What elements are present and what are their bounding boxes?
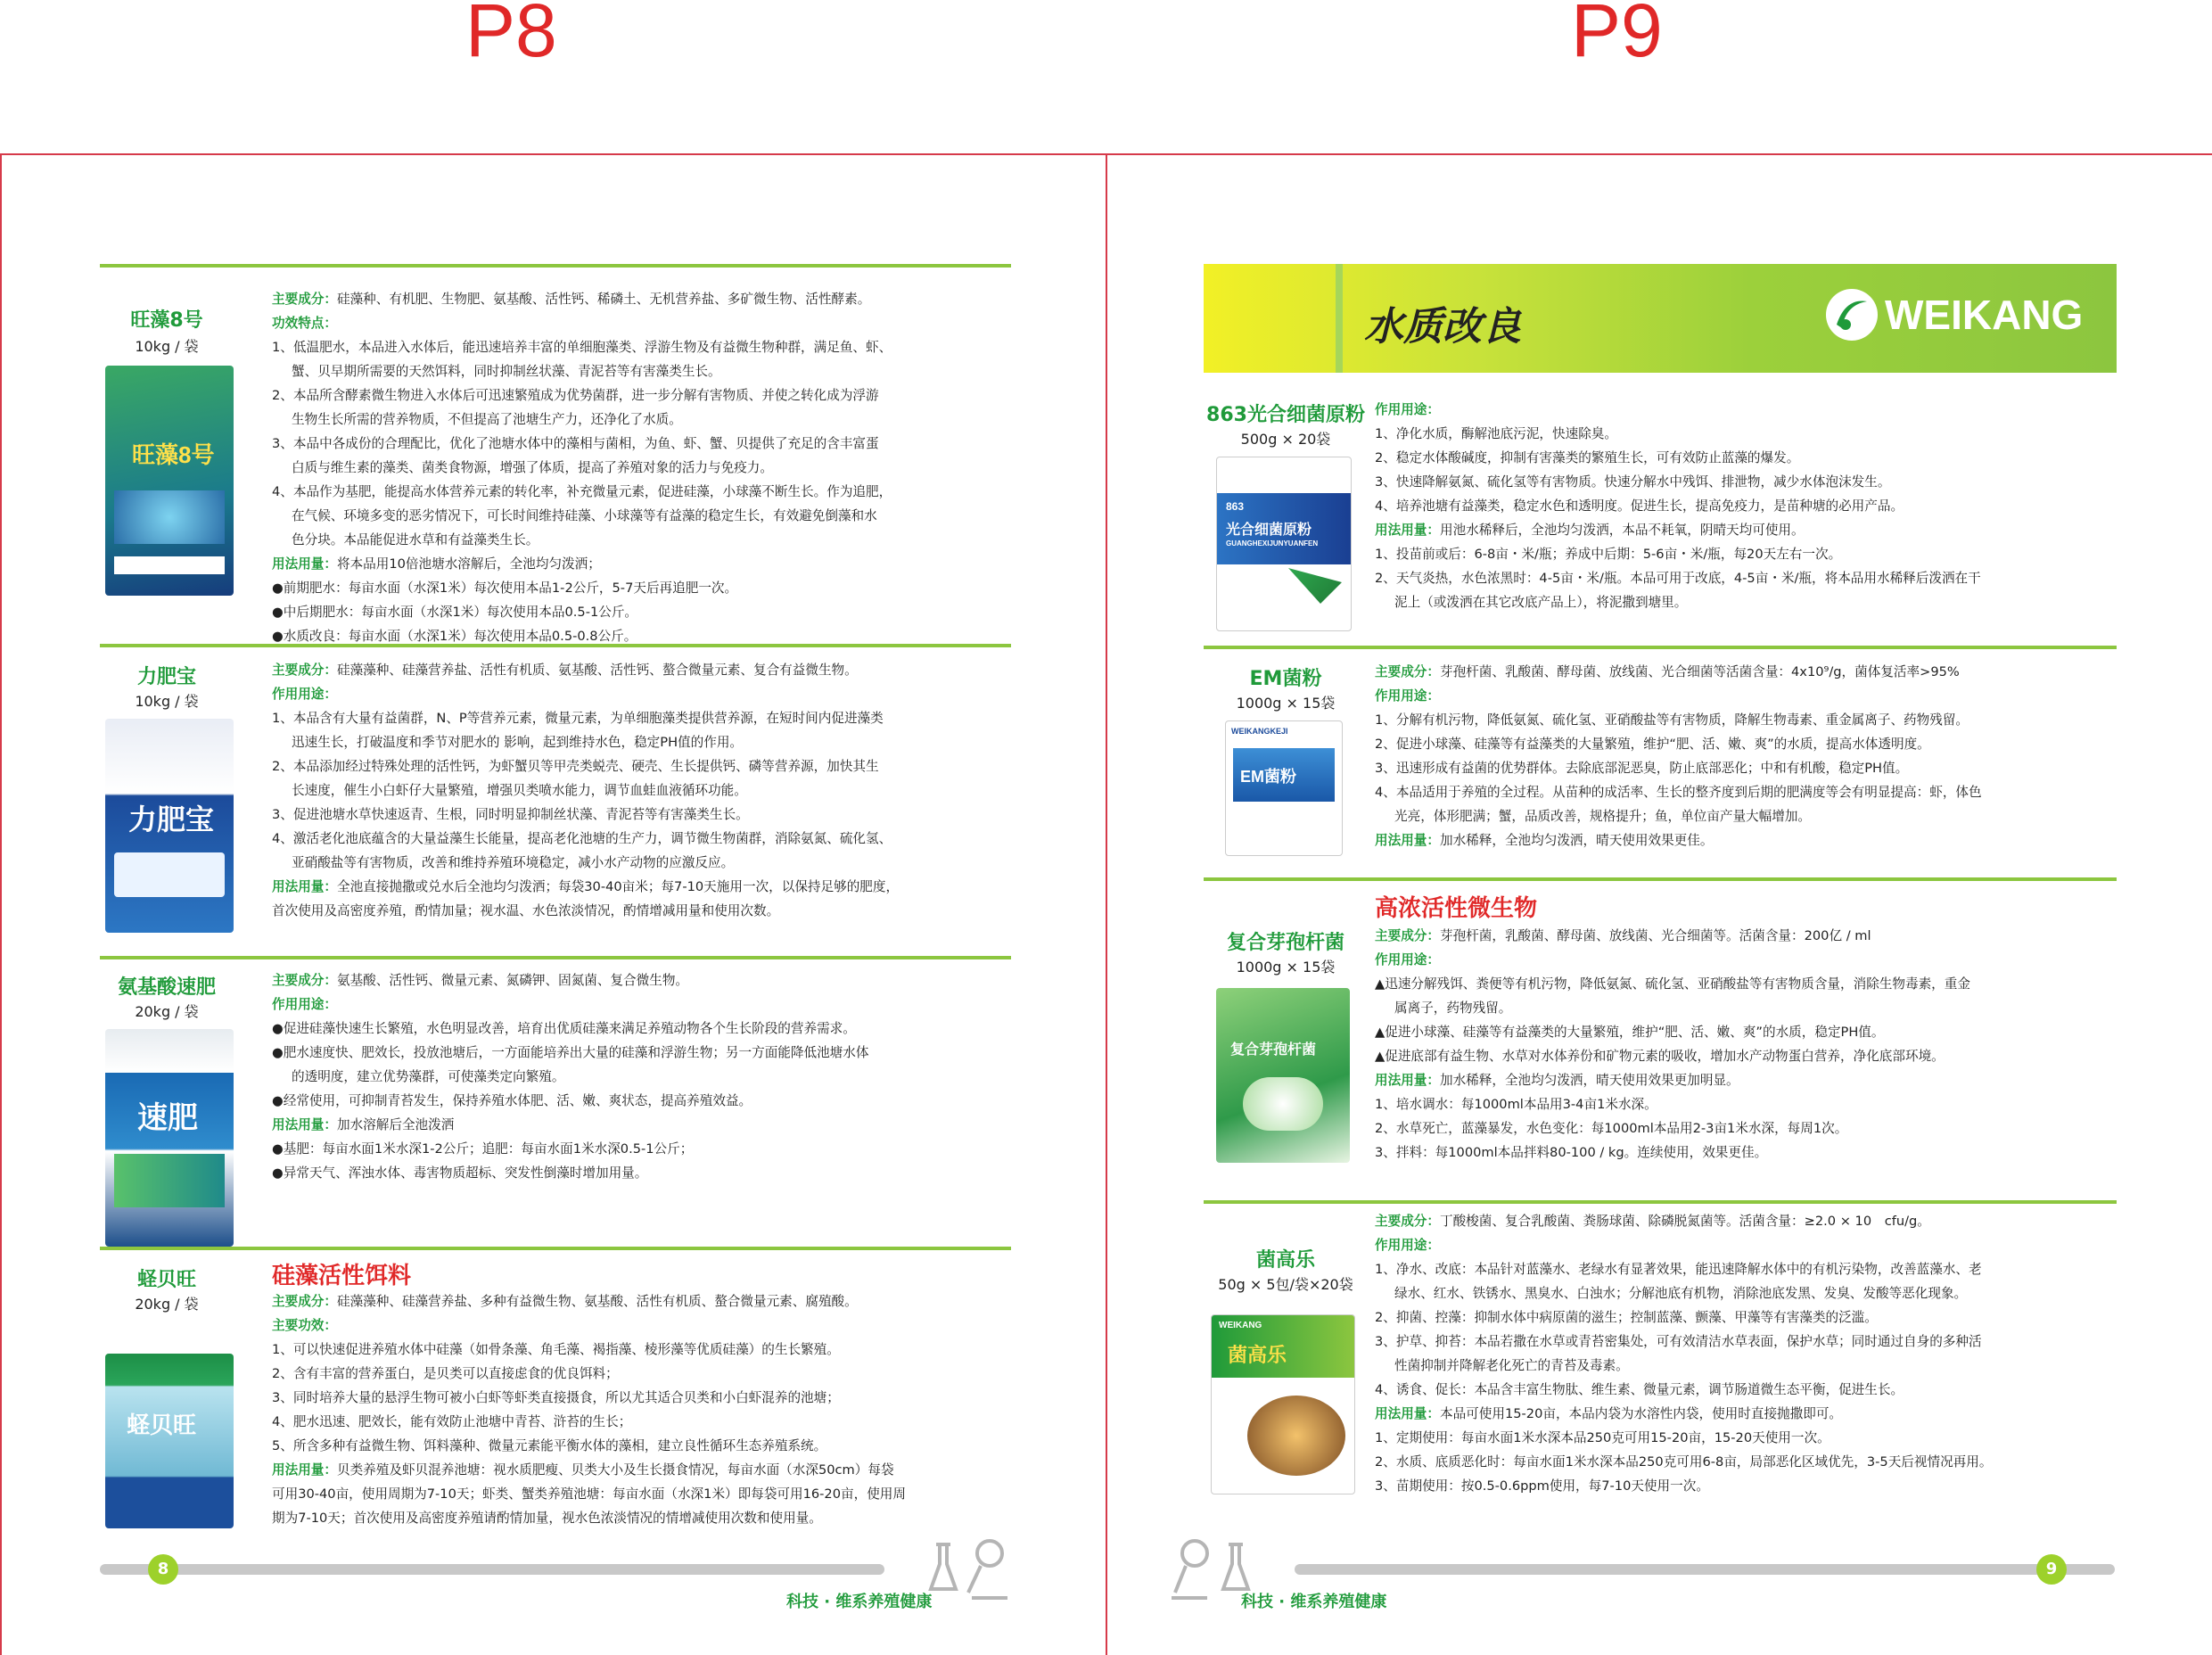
description-line [1375, 470, 2124, 494]
description-line [272, 827, 1012, 851]
description-text: 硅藻种、有机肥、生物肥、氨基酸、活性钙、稀磷土、无机营养盐、多矿微生物、活性酵素。 [336, 292, 871, 307]
description-text: ●中后期肥水：每亩水面（水深1米）每次使用本品0.5-1公斤。 [272, 605, 638, 620]
description-text: 4、本品作为基肥，能提高水体营养元素的转化率，补充微量元素，促进硅藻，小球藻不断生长。作为追肥， [272, 484, 892, 499]
description-text: 2、含有丰富的营养蛋白，是贝类可以直接虑食的优良饵料； [272, 1366, 619, 1381]
description-text: 3、同时培养大量的悬浮生物可被小白虾等虾类直接摄食，所以尤其适合贝类和小白虾混养的池塘； [272, 1390, 840, 1405]
section-rule [100, 644, 1011, 647]
product-package-image: WEIKANGKEJI EM菌粉 [1225, 720, 1343, 856]
section-rule [1204, 1200, 2117, 1204]
description-line [272, 1410, 1012, 1434]
description-line [272, 658, 1012, 682]
description-text: 丁酸梭菌、复合乳酸菌、粪肠球菌、除磷脱氮菌等。活菌含量：≥2.0 × 10 cfu/g。 [1439, 1214, 1930, 1229]
description-line [272, 730, 1012, 754]
description-heading: 用法用量： [1375, 1073, 1440, 1088]
description-line [1375, 1354, 2124, 1378]
product-name-chengbeiwang: 蛏贝旺 [136, 1269, 196, 1291]
description-text: 光亮，体形肥满；蟹，品质改善，规格提升；鱼，单位亩产量大幅增加。 [1394, 809, 1812, 824]
description-text: 2、水质、底质恶化时：每亩水面1米水深本品250克可用6-8亩，局部恶化区域优先，3-5天后视情况再用。 [1375, 1454, 1993, 1470]
description-text: 4、诱食、促长：本品含丰富生物肽、维生素、微量元素，调节肠道微生态平衡，促进生长。 [1375, 1382, 1904, 1397]
footer-slogan: 科技 · 维系养殖健康 [1241, 1593, 1387, 1611]
product-subtitle: 高浓活性微生物 [1375, 895, 1538, 922]
description-text: 迅速生长，打破温度和季节对肥水的 影响，起到维持水色，稳定PH值的作用。 [292, 735, 744, 750]
description-line [1375, 1140, 2124, 1165]
description-line [272, 1313, 1012, 1338]
description-text: ▲迅速分解残饵、粪便等有机污物，降低氨氮、硫化氢、亚硝酸盐等有害物质含量，消除生物毒素，重金 [1375, 976, 1970, 992]
description-line [1375, 1426, 2124, 1450]
description-text: 4、肥水迅速、肥效长，能有效防止池塘中青苔、浒苔的生长； [272, 1414, 632, 1429]
product-name-jungaole: 菌高乐 [1255, 1249, 1315, 1272]
description-line [272, 968, 1012, 992]
description-line [272, 875, 1012, 899]
description-text: 属离子，药物残留。 [1394, 1000, 1512, 1016]
description-line [1375, 924, 2124, 948]
footer-rule [100, 1564, 884, 1575]
product-spec: 20kg / 袋 [135, 1003, 199, 1020]
header-banner [1204, 264, 2117, 373]
description-text: ●水质改良：每亩水面（水深1米）每次使用本品0.5-0.8公斤。 [272, 629, 637, 644]
product-description [272, 287, 1012, 648]
description-line [1375, 1068, 2124, 1092]
description-line [1375, 1305, 2124, 1330]
product-description [272, 1289, 1012, 1530]
description-line [1375, 1116, 2124, 1140]
description-line [272, 552, 1012, 576]
description-line [1375, 756, 2124, 780]
description-text: 2、稳定水体酸碱度，抑制有害藻类的繁殖生长，可有效防止蓝藻的爆发。 [1375, 450, 1800, 465]
description-line [1375, 780, 2124, 804]
description-line [272, 1482, 1012, 1506]
description-line [272, 383, 1012, 408]
description-text: 全池直接抛撒或兑水后全池均匀泼洒；每袋30-40亩米；每7-10天施用一次，以保持足够的肥度， [336, 879, 900, 894]
page-number: 8 [148, 1554, 178, 1585]
description-text: 1、培水调水：每1000ml本品用3-4亩1米水深。 [1375, 1097, 1657, 1112]
description-line [272, 1065, 1012, 1089]
description-line [272, 600, 1012, 624]
description-text: 3、护草、抑苔：本品若撒在水草或青苔密集处，可有效清洁水草表面，保护水草；同时通过自身的多种活 [1375, 1334, 1982, 1349]
description-heading: 主要功效： [272, 1318, 337, 1333]
description-line [1375, 1450, 2124, 1474]
description-heading: 作用用途： [1375, 952, 1440, 967]
description-heading: 主要成分： [1375, 1214, 1440, 1229]
description-line [272, 1289, 1012, 1313]
description-text: 1、分解有机污物，降低氨氮、硫化氢、亚硝酸盐等有害物质，降解生物毒素、重金属离子、药物残留。 [1375, 712, 1969, 728]
description-line [272, 1137, 1012, 1161]
description-text: ▲促进小球藻、硅藻等有益藻类的大量繁殖，维护“肥、活、嫩、爽”的水质，稳定PH值。 [1375, 1025, 1885, 1040]
product-description [1375, 660, 2124, 852]
description-line [272, 504, 1012, 528]
description-line [1375, 684, 2124, 708]
description-text: 1、本品含有大量有益菌群，N、P等营养元素，微量元素，为单细胞藻类提供营养源，在短时间内促进藻类 [272, 711, 884, 726]
description-line [272, 899, 1012, 923]
description-line [272, 1017, 1012, 1041]
description-heading: 用法用量： [1375, 833, 1440, 848]
description-text: ●肥水速度快、肥效长，投放池塘后，一方面能培养出大量的硅藻和浮游生物；另一方面能降低池塘水体 [272, 1045, 869, 1060]
description-text: 2、本品添加经过特殊处理的活性钙，为虾蟹贝等甲壳类蜕壳、硬壳、生长提供钙、磷等营养源，加快其生 [272, 759, 879, 774]
description-heading: 主要成分： [272, 973, 337, 988]
description-line [272, 408, 1012, 432]
description-line [272, 1113, 1012, 1137]
description-line [1375, 828, 2124, 852]
description-line [1375, 446, 2124, 470]
description-text: 可用30-40亩，使用周期为7-10天；虾类、蟹类养殖池塘：每亩水面（水深1米）即每袋可用16-20亩，使用周 [272, 1486, 906, 1502]
description-text: 3、苗期使用：按0.5-0.6ppm使用，每7-10天使用一次。 [1375, 1478, 1709, 1494]
description-text: 1、定期使用：每亩水面1米水深本品250克可用15-20亩，15-20天使用一次。 [1375, 1430, 1830, 1445]
description-line [272, 335, 1012, 359]
description-text: ●前期肥水：每亩水面（水深1米）每次使用本品1-2公斤，5-7天后再追肥一次。 [272, 580, 738, 596]
description-text: 本品可使用15-20亩，本品内袋为水溶性内袋，使用时直接抛撒即可。 [1439, 1406, 1843, 1421]
section-rule [100, 956, 1011, 959]
description-line [272, 359, 1012, 383]
description-line [272, 287, 1012, 311]
product-name-fuhe-yabao: 复合芽孢杆菌 [1226, 932, 1344, 954]
description-line [272, 803, 1012, 827]
page-label-right: P9 [1571, 0, 1663, 72]
product-spec: 10kg / 袋 [135, 338, 199, 355]
description-line [272, 1161, 1012, 1185]
description-line [1375, 1092, 2124, 1116]
product-description [1375, 924, 2124, 1165]
description-line [272, 1434, 1012, 1458]
product-package-image: 旺藻8号 [105, 366, 234, 596]
description-line [1375, 518, 2124, 542]
description-line [1375, 1233, 2124, 1257]
description-line [1375, 422, 2124, 446]
description-heading: 作用用途： [1375, 1238, 1440, 1253]
description-text: 4、激活老化池底蕴含的大量益藻生长能量，提高老化池塘的生产力，调节微生物菌群，消除氨氮、硫化氢、 [272, 831, 892, 846]
product-spec: 50g × 5包/袋×20袋 [1218, 1276, 1353, 1293]
section-rule [100, 1247, 1011, 1250]
product-spec: 500g × 20袋 [1240, 431, 1331, 448]
description-text: 硅藻藻种、硅藻营养盐、多种有益微生物、氨基酸、活性有机质、螯合微量元素、腐殖酸。 [336, 1294, 858, 1309]
product-spec: 1000g × 15袋 [1236, 959, 1336, 976]
description-line [1375, 590, 2124, 614]
description-text: 3、拌料：每1000ml本品拌料80-100 / kg。连续使用，效果更佳。 [1375, 1145, 1768, 1160]
product-package-image: WEIKANG 菌高乐 [1211, 1314, 1355, 1494]
description-text: 1、低温肥水，本品进入水体后，能迅速培养丰富的单细胞藻类、浮游生物及有益微生物种群，满足鱼、虾、 [272, 340, 892, 355]
description-text: ●基肥：每亩水面1米水深1-2公斤；追肥：每亩水面1米水深0.5-1公斤； [272, 1141, 694, 1157]
product-name-em: EM菌粉 [1249, 668, 1322, 690]
description-text: ●促进硅藻快速生长繁殖，水色明显改善，培育出优质硅藻来满足养殖动物各个生长阶段的营养需求。 [272, 1021, 856, 1036]
description-text: 蟹、贝早期所需要的天然饵料，同时抑制丝状藻、青泥苔等有害藻类生长。 [292, 364, 721, 379]
description-line [272, 682, 1012, 706]
description-line [272, 1362, 1012, 1386]
product-description [1375, 398, 2124, 614]
description-text: 芽孢杆菌，乳酸菌、酵母菌、放线菌、光合细菌等。活菌含量：200亿 / ml [1439, 928, 1871, 943]
product-package-image: 力肥宝 [105, 719, 234, 933]
description-line [1375, 1474, 2124, 1498]
description-heading: 作用用途： [272, 997, 337, 1012]
description-text: 的透明度，建立优势藻群，可使藻类定向繁殖。 [292, 1069, 565, 1084]
description-text: 5、所含多种有益微生物、饵料藻种、微量元素能平衡水体的藻相，建立良性循环生态养殖系统。 [272, 1438, 827, 1453]
description-text: 1、可以快速促进养殖水体中硅藻（如骨条藻、角毛藻、褐指藻、棱形藻等优质硅藻）的生长繁殖。 [272, 1342, 840, 1357]
description-text: 加水稀释，全池均匀泼洒，晴天使用效果更加明显。 [1439, 1073, 1739, 1088]
header-title: 水质改良 [1364, 304, 1521, 350]
description-line [1375, 1020, 2124, 1044]
lab-equipment-icon [927, 1527, 1016, 1607]
description-text: 泥上（或泼洒在其它改底产品上），将泥撒到塘里。 [1394, 595, 1688, 610]
description-line [1375, 948, 2124, 972]
description-text: 亚硝酸盐等有害物质，改善和维持养殖环境稳定，减小水产动物的应激反应。 [292, 855, 735, 870]
description-text: 氨基酸、活性钙、微量元素、氮磷钾、固氮菌、复合微生物。 [336, 973, 689, 988]
description-line [272, 706, 1012, 730]
description-line [272, 576, 1012, 600]
description-text: 芽孢杆菌、乳酸菌、酵母菌、放线菌、光合细菌等活菌含量：4x10⁹/g，菌体复活率>95% [1439, 664, 1960, 679]
description-text: 3、本品中各成份的合理配比，优化了池塘水体中的藻相与菌相，为鱼、虾、蟹、贝提供了充足的含丰富蛋 [272, 436, 879, 451]
product-name-lifeibao: 力肥宝 [136, 666, 196, 688]
description-text: 1、净水、改底：本品针对蓝藻水、老绿水有显著效果，能迅速降解水体中的有机污染物，改善蓝藻水、老 [1375, 1262, 1982, 1277]
description-line [272, 432, 1012, 456]
description-line [1375, 1402, 2124, 1426]
description-line [272, 1458, 1012, 1482]
product-name-863: 863光合细菌原粉 [1206, 404, 1365, 426]
description-line [1375, 398, 2124, 422]
description-text: 3、迅速形成有益菌的优势群体。去除底部泥恶臭，防止底部恶化；中和有机酸，稳定PH值。 [1375, 761, 1909, 776]
description-heading: 用法用量： [272, 1462, 337, 1478]
section-rule [1204, 877, 2117, 881]
product-name-anjisuan-sufei: 氨基酸速肥 [117, 976, 216, 999]
description-line [272, 311, 1012, 335]
description-text: 3、快速降解氨氮、硫化氢等有害物质。快速分解水中残饵、排泄物，减少水体泡沫发生。 [1375, 474, 1891, 490]
description-text: 硅藻藻种、硅藻营养盐、活性有机质、氨基酸、活性钙、螯合微量元素、复合有益微生物。 [336, 663, 858, 678]
description-line [1375, 804, 2124, 828]
description-line [272, 992, 1012, 1017]
description-heading: 用法用量： [272, 1117, 337, 1132]
description-line [1375, 996, 2124, 1020]
description-line [272, 528, 1012, 552]
description-text: 性菌抑制并降解老化死亡的青苔及毒素。 [1394, 1358, 1629, 1373]
product-package-image: 863 光合细菌原粉 GUANGHEXIJUNYUANFEN [1216, 457, 1352, 631]
product-subtitle: 硅藻活性饵料 [272, 1263, 412, 1289]
footer-slogan: 科技 · 维系养殖健康 [786, 1593, 933, 1611]
description-line [1375, 1044, 2124, 1068]
description-line [1375, 972, 2124, 996]
description-heading: 主要成分： [1375, 664, 1440, 679]
description-heading: 功效特点： [272, 316, 337, 331]
description-text: 绿水、红水、铁锈水、黑臭水、白浊水；分解池底有机物，消除池底发黑、发臭、发酸等恶化现象。 [1394, 1286, 1968, 1301]
description-heading: 主要成分： [272, 292, 337, 307]
brand-logo-icon [1826, 289, 1878, 341]
description-text: 色分块。本品能促进水草和有益藻类生长。 [292, 532, 539, 548]
description-text: ●异常天气、浑浊水体、毒害物质超标、突发性倒藻时增加用量。 [272, 1165, 648, 1181]
description-line [272, 754, 1012, 778]
description-heading: 主要成分： [272, 1294, 337, 1309]
product-package-image: 复合芽孢杆菌 [1216, 988, 1350, 1163]
section-rule [1204, 646, 2117, 649]
product-spec: 1000g × 15袋 [1236, 695, 1336, 712]
description-heading: 作用用途： [1375, 688, 1440, 704]
description-text: ▲促进底部有益生物、水草对水体养份和矿物元素的吸收，增加水产动物蛋白营养，净化底部环境。 [1375, 1049, 1945, 1064]
description-text: 贝类养殖及虾贝混养池塘：视水质肥瘦、贝类大小及生长摄食情况，每亩水面（水深50cm）每袋 [336, 1462, 894, 1478]
page-label-left: P8 [465, 0, 557, 72]
description-line [1375, 542, 2124, 566]
description-text: 加水溶解后全池泼洒 [336, 1117, 455, 1132]
product-package-image: 蛏贝旺 [105, 1354, 234, 1528]
description-line [272, 851, 1012, 875]
description-heading: 作用用途： [272, 687, 337, 702]
description-text: 2、抑菌、控藻：抑制水体中病原菌的滋生；控制蓝藻、颤藻、甲藻等有害藻类的泛滥。 [1375, 1310, 1878, 1325]
description-text: 加水稀释，全池均匀泼洒，晴天使用效果更佳。 [1439, 833, 1714, 848]
product-description [1375, 1209, 2124, 1498]
product-name-wangzao8: 旺藻8号 [130, 309, 203, 332]
description-heading: 作用用途： [1375, 402, 1440, 417]
description-line [272, 456, 1012, 480]
description-text: 1、投苗前或后：6-8亩・米/瓶；养成中后期：5-6亩・米/瓶，每20天左右一次。 [1375, 547, 1842, 562]
description-line [1375, 1378, 2124, 1402]
description-line [1375, 708, 2124, 732]
description-heading: 用法用量： [272, 879, 337, 894]
description-text: 2、天气炎热，水色浓黑时：4-5亩・米/瓶。本品可用于改底，4-5亩・米/瓶，将本品用水稀释后泼洒在干 [1375, 571, 1981, 586]
description-line [272, 480, 1012, 504]
section-rule [100, 264, 1011, 268]
description-text: 将本品用10倍池塘水溶解后，全池均匀泼洒； [336, 556, 601, 572]
description-line [1375, 732, 2124, 756]
description-heading: 用法用量： [1375, 1406, 1440, 1421]
product-package-image: 速肥 [105, 1029, 234, 1247]
description-line [272, 1041, 1012, 1065]
description-text: 2、水草死亡，蓝藻暴发，水色变化：每1000ml本品用2-3亩1米水深，每周1次。 [1375, 1121, 1848, 1136]
description-text: 4、培养池塘有益藻类，稳定水色和透明度。促进生长，提高免疫力，是苗种塘的必用产品。 [1375, 498, 1904, 514]
description-text: ●经常使用，可抑制青苔发生，保持养殖水体肥、活、嫩、爽状态，提高养殖效益。 [272, 1093, 752, 1108]
description-heading: 用法用量： [272, 556, 337, 572]
description-text: 2、促进小球藻、硅藻等有益藻类的大量繁殖，维护“肥、活、嫩、爽”的水质，提高水体透明度。 [1375, 737, 1930, 752]
footer-rule [1295, 1564, 2115, 1575]
description-line [272, 778, 1012, 803]
description-heading: 主要成分： [1375, 928, 1440, 943]
description-line [1375, 494, 2124, 518]
description-line [272, 1089, 1012, 1113]
description-line [272, 1338, 1012, 1362]
product-spec: 20kg / 袋 [135, 1296, 199, 1313]
description-text: 首次使用及高密度养殖，酌情加量；视水温、水色浓淡情况，酌情增减用量和使用次数。 [272, 903, 780, 918]
brand-name: WEIKANG [1885, 292, 2084, 338]
product-spec: 10kg / 袋 [135, 693, 199, 710]
description-line [272, 1506, 1012, 1530]
description-text: 1、净化水质，酶解池底污泥，快速除臭。 [1375, 426, 1617, 441]
description-line [1375, 1257, 2124, 1281]
description-heading: 用法用量： [1375, 523, 1440, 538]
product-description [272, 968, 1012, 1185]
description-text: 4、本品适用于养殖的全过程。从苗种的成活率、生长的整齐度到后期的肥满度等会有明显提高：虾，体色 [1375, 785, 1982, 800]
description-text: 白质与维生素的藻类、菌类食物源，增强了体质，提高了养殖对象的活力与免疫力。 [292, 460, 773, 475]
description-line [1375, 1330, 2124, 1354]
page-number: 9 [2036, 1554, 2067, 1585]
description-text: 用池水稀释后，全池均匀泼洒，本品不耗氧，阴晴天均可使用。 [1439, 523, 1805, 538]
description-heading: 主要成分： [272, 663, 337, 678]
description-line [1375, 660, 2124, 684]
description-text: 长速度，催生小白虾仔大量繁殖，增强贝类喷水能力，调节血蛙血液循环功能。 [292, 783, 747, 798]
description-line [1375, 1281, 2124, 1305]
product-description [272, 658, 1012, 923]
description-line [272, 1386, 1012, 1410]
description-text: 生物生长所需的营养物质，不但提高了池塘生产力，还净化了水质。 [292, 412, 682, 427]
description-text: 3、促进池塘水草快速返青、生根，同时明显抑制丝状藻、青泥苔等有害藻类生长。 [272, 807, 749, 822]
description-text: 2、本品所含酵素微生物进入水体后可迅速繁殖成为优势菌群，进一步分解有害物质、并使之转化成为浮游 [272, 388, 879, 403]
description-text: 在气候、环境多变的恶劣情况下，可长时间维持硅藻、小球藻等有益藻的稳定生长，有效避免倒藻和水 [292, 508, 877, 523]
description-line [1375, 566, 2124, 590]
description-line [1375, 1209, 2124, 1233]
description-text: 期为7-10天；首次使用及高密度养殖请酌情加量，视水色浓淡情况的情增减使用次数和使用量。 [272, 1511, 822, 1526]
